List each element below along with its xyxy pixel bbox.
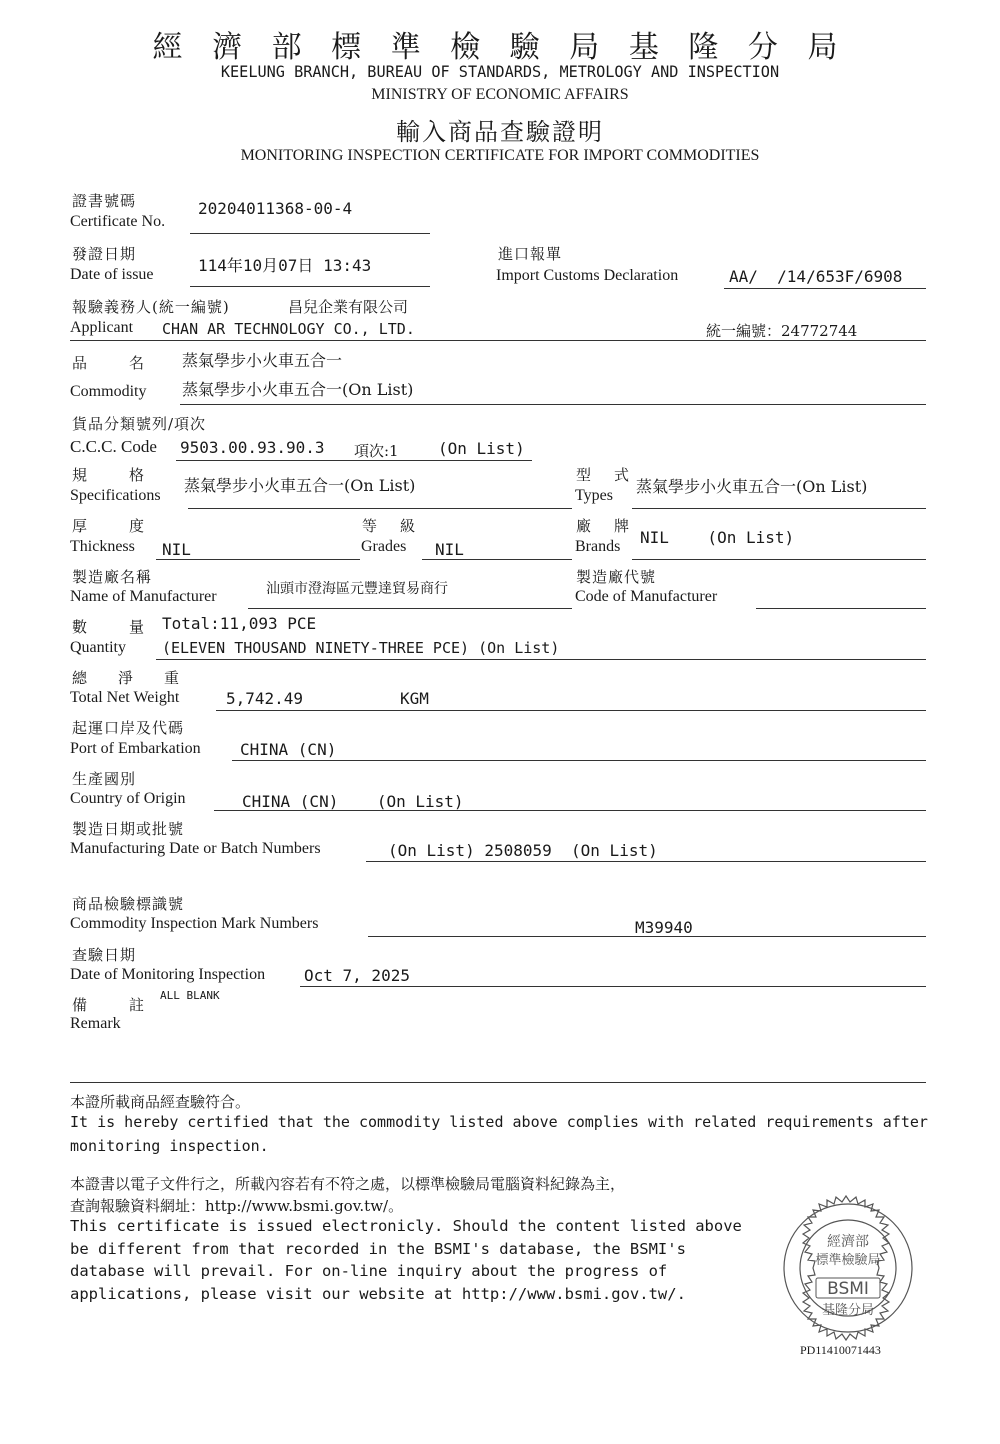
commodity-label-zh: 品 名 [72,354,149,372]
seal-line2: 標準檢驗局 [815,1253,881,1268]
inspection-date-value: Oct 7, 2025 [304,966,410,985]
manufacturer-code-label-zh: 製造廠代號 [576,568,657,586]
document-number: PD11410071443 [800,1343,881,1357]
certification-en-line1: It is hereby certified that the commodity listed above complies with related requirements after [70,1113,928,1131]
port-value: CHINA (CN) [240,740,337,759]
ccc-on-list: (On List) [438,439,525,458]
inspection-date-label-en: Date of Monitoring Inspection [70,966,266,983]
thickness-label-en: Thickness [70,538,135,555]
brands-label-en: Brands [575,538,621,555]
customs-label-en: Import Customs Declaration [496,267,679,284]
batch-value: (On List) 2508059 (On List) [388,841,658,860]
certification-zh: 本證所載商品經查驗符合。 [70,1093,251,1111]
electronic-notice-zh-line2: 查詢報驗資料網址：http://www.bsmi.gov.tw/。 [70,1197,404,1215]
batch-label-zh: 製造日期或批號 [72,820,185,838]
commodity-name-list: 蒸氣學步小火車五合一(On List) [182,380,414,399]
electronic-notice-en-line3: database will prevail. For on-line inquiry about the progress of [70,1262,668,1280]
inspection-date-label-zh: 查驗日期 [72,946,137,964]
certificate-title-zh: 輸入商品查驗證明 [396,118,604,146]
manufacturer-label-zh: 製造廠名稱 [72,568,153,586]
specs-label-zh: 規 格 [72,466,149,484]
manufacturer-code-label-en: Code of Manufacturer [575,588,718,605]
applicant-label-zh: 報驗義務人(統一編號) [72,298,230,316]
specs-label-en: Specifications [70,487,161,504]
seal-icon [772,1192,924,1344]
cert-no-label-zh: 證書號碼 [72,192,137,210]
uniform-number: 統一編號：24772744 [706,322,858,340]
customs-value: AA/ /14/653F/6908 [729,267,903,286]
quantity-total: Total:11,093 PCE [162,614,317,633]
mark-no-label-en: Commodity Inspection Mark Numbers [70,915,319,932]
batch-label-en: Manufacturing Date or Batch Numbers [70,840,321,857]
ccc-label-zh: 貨品分類號列/項次 [72,415,207,433]
types-label-en: Types [575,487,613,504]
net-weight-unit: KGM [400,689,429,708]
quantity-label-zh: 數 量 [72,618,149,636]
grades-label-en: Grades [361,538,407,555]
port-label-zh: 起運口岸及代碼 [72,719,185,737]
customs-label-zh: 進口報單 [498,245,563,263]
net-weight-value: 5,742.49 [226,689,304,708]
types-value: 蒸氣學步小火車五合一(On List) [636,477,868,496]
commodity-label-en: Commodity [70,383,147,400]
commodity-name-zh: 蒸氣學步小火車五合一 [182,351,343,370]
seal-line4: 基隆分局 [821,1303,875,1318]
electronic-notice-en-line4: applications, please visit our website at http://www.bsmi.gov.tw/. [70,1285,686,1303]
brands-value: NIL (On List) [640,528,795,547]
electronic-notice-zh-line1: 本證書以電子文件行之，所載內容若有不符之處，以標準檢驗局電腦資料紀錄為主， [70,1175,626,1193]
agency-title-en: KEELUNG BRANCH, BUREAU OF STANDARDS, METROLOGY AND INSPECTION [220,62,780,81]
quantity-words: (ELEVEN THOUSAND NINETY-THREE PCE) (On List) [162,639,560,657]
remark-label-zh: 備 註 [72,996,149,1014]
port-label-en: Port of Embarkation [70,740,201,757]
quantity-label-en: Quantity [70,639,126,656]
net-weight-label-en: Total Net Weight [70,689,180,706]
applicant-name-en: CHAN AR TECHNOLOGY CO., LTD. [162,320,415,338]
manufacturer-value: 汕頭市澄海區元豐達貿易商行 [266,581,448,597]
date-issue-label-en: Date of issue [70,266,154,283]
grades-label-zh: 等 級 [362,517,420,535]
electronic-notice-en-line2: be different from that recorded in the BSMI's database, the BSMI's [70,1240,686,1258]
ministry-title: MINISTRY OF ECONOMIC AFFAIRS [371,86,629,103]
certificate-title-en: MONITORING INSPECTION CERTIFICATE FOR IMPORT COMMODITIES [240,147,760,164]
grades-value: NIL [435,540,464,559]
remark-label-en: Remark [70,1015,121,1032]
cert-no-value: 20204011368-00-4 [198,199,353,218]
electronic-notice-en-line1: This certificate is issued electronicly. Should the content listed above [70,1217,742,1235]
mark-no-value: M39940 [635,918,693,937]
thickness-label-zh: 厚 度 [72,517,149,535]
specs-value: 蒸氣學步小火車五合一(On List) [184,476,416,495]
agency-title-zh: 經 濟 部 標 準 檢 驗 局 基 隆 分 局 [152,30,848,65]
seal-line3: BSMI [827,1279,869,1299]
remark-value: ALL BLANK [160,989,220,1002]
date-issue-label-zh: 發證日期 [72,245,137,263]
ccc-code-value: 9503.00.93.90.3 [180,438,325,457]
applicant-name-zh: 昌兒企業有限公司 [288,298,409,316]
date-issue-value: 114年10月07日 13:43 [198,256,372,275]
ccc-label-en: C.C.C. Code [70,437,157,456]
brands-label-zh: 廠 牌 [576,517,634,535]
origin-label-en: Country of Origin [70,790,186,807]
origin-label-zh: 生產國別 [72,770,137,788]
ccc-item-value: 項次:1 [354,442,399,460]
net-weight-label-zh: 總 淨 重 [72,669,188,687]
cert-no-label-en: Certificate No. [70,213,166,230]
certification-en-line2: monitoring inspection. [70,1137,269,1155]
mark-no-label-zh: 商品檢驗標識號 [72,895,185,913]
seal-line1: 經濟部 [827,1234,869,1250]
types-label-zh: 型 式 [576,466,634,484]
thickness-value: NIL [162,540,191,559]
applicant-label-en: Applicant [70,319,134,336]
manufacturer-label-en: Name of Manufacturer [70,588,217,605]
origin-value: CHINA (CN) (On List) [242,792,464,811]
